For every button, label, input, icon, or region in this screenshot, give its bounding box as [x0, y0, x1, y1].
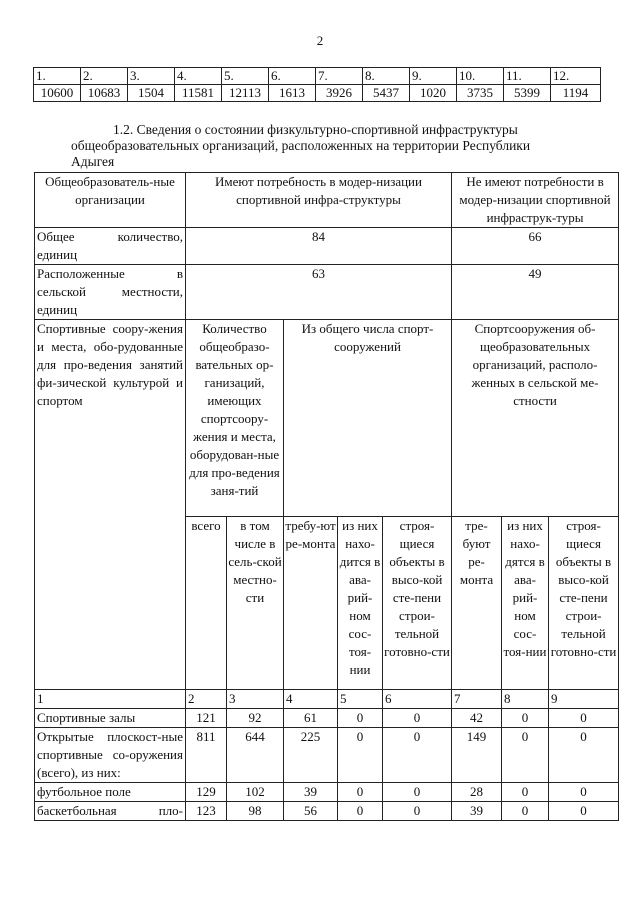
column-number: 4: [284, 690, 338, 709]
summary-value-cell: 1194: [551, 85, 601, 102]
row-value: 0: [549, 783, 619, 802]
summary-value-cell: 10600: [34, 85, 81, 102]
row-value: 811: [186, 728, 227, 783]
summary-value-row: [34, 85, 601, 102]
row-value: 0: [383, 783, 452, 802]
rural-label: Расположенные в сельской местности, единиц: [35, 265, 186, 320]
subheader-need-repair-rural: тре-буют ре-монта: [452, 517, 502, 690]
column-number-row: [35, 690, 619, 709]
total-noneed-value: 66: [452, 228, 619, 265]
row-value: 0: [549, 709, 619, 728]
page-number: 2: [316, 33, 324, 48]
section-heading: [71, 122, 591, 170]
summary-index-cell: 4.: [175, 68, 222, 85]
section-heading-line: Адыгея: [71, 154, 115, 169]
header-row: [35, 173, 619, 228]
row-value: 0: [338, 728, 383, 783]
row-value: 42: [452, 709, 502, 728]
summary-index-cell: 5.: [222, 68, 269, 85]
row-value: 92: [227, 709, 284, 728]
summary-value-cell: 11581: [175, 85, 222, 102]
table-row: [35, 802, 619, 821]
column-number: 1: [35, 690, 186, 709]
summary-index-cell: 2.: [81, 68, 128, 85]
sport-facilities-label: Спортивные соору-жения и места, обо-рудованные для про-ведения занятий фи-зической культурой и спортом: [35, 320, 186, 690]
subheader-rural: в том числе в сель-ской местно-сти: [227, 517, 284, 690]
summary-value-cell: 1020: [410, 85, 457, 102]
row-value: 0: [383, 728, 452, 783]
summary-index-cell: 12.: [551, 68, 601, 85]
rural-row: [35, 265, 619, 320]
summary-index-cell: 11.: [504, 68, 551, 85]
section-heading-line: общеобразовательных организаций, расположенных на территории Республики: [71, 138, 531, 153]
header-no-need-modernization: Не имеют потребности в модер-низации спортивной инфраструк-туры: [452, 173, 619, 228]
row-value: 123: [186, 802, 227, 821]
summary-index-cell: 3.: [128, 68, 175, 85]
row-value: 0: [338, 802, 383, 821]
row-label: баскетбольная пло-: [35, 802, 186, 821]
header-of-total: Из общего числа спорт-сооружений: [284, 320, 452, 517]
row-value: 644: [227, 728, 284, 783]
row-value: 56: [284, 802, 338, 821]
total-label: Общее количество, единиц: [35, 228, 186, 265]
header-need-modernization: Имеют потребность в модер-низации спортивной инфра-структуры: [186, 173, 452, 228]
summary-value-cell: 5437: [363, 85, 410, 102]
row-value: 102: [227, 783, 284, 802]
column-number: 7: [452, 690, 502, 709]
row-label: футбольное поле: [35, 783, 186, 802]
table-row: [35, 728, 619, 783]
row-value: 61: [284, 709, 338, 728]
row-value: 225: [284, 728, 338, 783]
column-number: 9: [549, 690, 619, 709]
column-number: 2: [186, 690, 227, 709]
row-value: 0: [502, 728, 549, 783]
row-value: 98: [227, 802, 284, 821]
column-number: 6: [383, 690, 452, 709]
rural-need-value: 63: [186, 265, 452, 320]
row-value: 0: [502, 783, 549, 802]
summary-index-cell: 7.: [316, 68, 363, 85]
rural-noneed-value: 49: [452, 265, 619, 320]
row-value: 0: [502, 709, 549, 728]
total-row: [35, 228, 619, 265]
subheader-construction: строя-щиеся объекты в высо-кой сте-пени строи-тельной готовно-сти: [383, 517, 452, 690]
summary-index-cell: 9.: [410, 68, 457, 85]
subheader-need-repair: требу-ют ре-монта: [284, 517, 338, 690]
summary-value-cell: 10683: [81, 85, 128, 102]
summary-table: [33, 67, 601, 102]
subheader-construction-rural: строя-щиеся объекты в высо-кой сте-пени строи-тельной готовно-сти: [549, 517, 619, 690]
row-value: 0: [338, 709, 383, 728]
column-number: 5: [338, 690, 383, 709]
summary-value-cell: 12113: [222, 85, 269, 102]
summary-index-cell: 1.: [34, 68, 81, 85]
table-row: [35, 783, 619, 802]
summary-value-cell: 1613: [269, 85, 316, 102]
summary-index-row: [34, 68, 601, 85]
row-value: 39: [452, 802, 502, 821]
column-number: 8: [502, 690, 549, 709]
row-value: 0: [383, 802, 452, 821]
header-rural-facilities: Спортсооружения об-щеобразовательных организаций, располо-женных в сельской ме-стности: [452, 320, 619, 517]
summary-value-cell: 1504: [128, 85, 175, 102]
row-value: 0: [338, 783, 383, 802]
row-label: Спортивные залы: [35, 709, 186, 728]
row-value: 0: [383, 709, 452, 728]
row-value: 0: [549, 728, 619, 783]
section-heading-line: 1.2. Сведения о состоянии физкультурно-спортивной инфраструктуры: [113, 122, 518, 137]
row-value: 0: [549, 802, 619, 821]
row-label: Открытые плоскост-ные спортивные со-оружения (всего), из них:: [35, 728, 186, 783]
infrastructure-table: [34, 172, 619, 821]
row-value: 28: [452, 783, 502, 802]
summary-index-cell: 10.: [457, 68, 504, 85]
summary-value-cell: 3735: [457, 85, 504, 102]
summary-value-cell: 3926: [316, 85, 363, 102]
header-organizations: Общеобразователь-ные организации: [35, 173, 186, 228]
row-value: 129: [186, 783, 227, 802]
subheader-emergency: из них нахо-дится в ава-рий-ном сос-тоя-нии: [338, 517, 383, 690]
row-value: 121: [186, 709, 227, 728]
total-need-value: 84: [186, 228, 452, 265]
column-number: 3: [227, 690, 284, 709]
row-value: 0: [502, 802, 549, 821]
sport-header-row: [35, 320, 619, 517]
row-value: 39: [284, 783, 338, 802]
subheader-total: всего: [186, 517, 227, 690]
header-org-count: Количество общеобразо-вательных ор-ганизаций, имеющих спортсоору-жения и места, оборудован-ные для про-ведения заня-тий: [186, 320, 284, 517]
table-row: [35, 709, 619, 728]
summary-index-cell: 6.: [269, 68, 316, 85]
summary-index-cell: 8.: [363, 68, 410, 85]
row-value: 149: [452, 728, 502, 783]
summary-value-cell: 5399: [504, 85, 551, 102]
subheader-emergency-rural: из них нахо-дятся в ава-рий-ном сос-тоя-нии: [502, 517, 549, 690]
